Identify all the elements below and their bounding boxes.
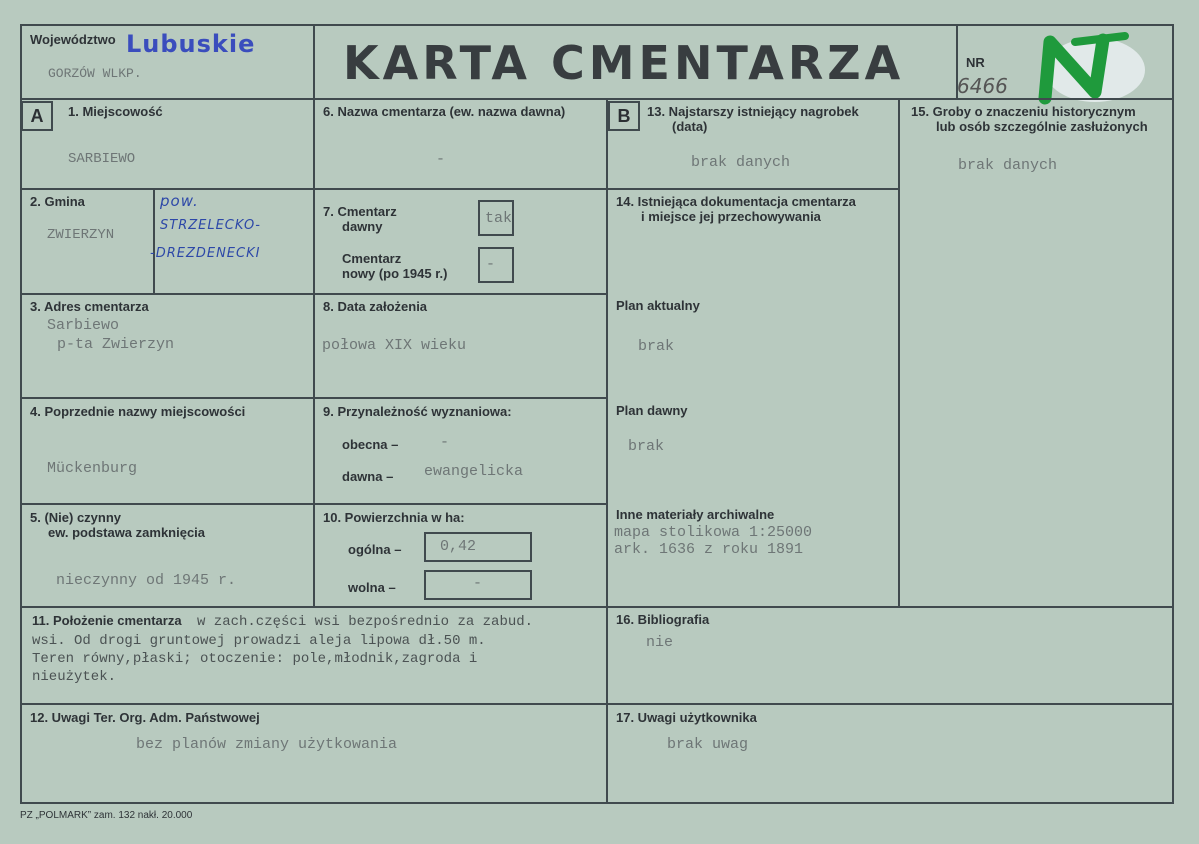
nagrobek-value: brak danych [691,154,791,171]
obecna-label: obecna – [342,437,399,452]
polozenie-value-4: nieużytek. [32,669,117,685]
miejscowosc-label: 1. Miejscowość [68,104,163,119]
cmentarz-nowy-value: - [486,256,496,273]
adres-label: 3. Adres cmentarza [30,299,149,314]
cmentarz-nowy-label-2: nowy (po 1945 r.) [342,266,448,281]
polozenie-label: 11. Położenie cmentarza [32,613,182,628]
cmentarz-dawny-value: tak [485,210,513,227]
cmentarz-dawny-label-2: dawny [342,219,383,234]
obecna-value: - [440,434,450,451]
section-b-letter: B [608,101,640,131]
inne-label: Inne materiały archiwalne [616,507,775,522]
printer-footer: PZ „POLMARK” zam. 132 nakł. 20.000 [20,810,193,821]
wojewodztwo-stamp: Lubuskie [126,30,256,58]
nr-label: NR [966,55,985,70]
powiat-handwritten-2: STRZELECKO- [160,218,261,233]
powierzchnia-label: 10. Powierzchnia w ha: [323,510,465,525]
nazwa-value: - [436,151,446,168]
przynaleznosc-label: 9. Przynależność wyznaniowa: [323,404,512,419]
green-marker-icon [1015,28,1145,106]
dawna-label: dawna – [342,469,394,484]
polozenie-value-3: Teren równy,płaski; otoczenie: pole,młodnik,zagroda i [32,651,478,667]
plan-dawny-value: brak [628,438,665,455]
cmentarz-nowy-label-1: Cmentarz [342,251,402,266]
nr-value: 6466 [957,74,1008,98]
czynny-label-2: ew. podstawa zamknięcia [48,525,206,540]
dokumentacja-label-1: 14. Istniejąca dokumentacja cmentarza [616,194,856,209]
section-a-letter: A [21,101,53,131]
powiat-handwritten-1: pow. [160,192,199,210]
uwagi-ter-label: 12. Uwagi Ter. Org. Adm. Państwowej [30,710,260,725]
wojewodztwo-label: Województwo [30,32,116,47]
dawna-value: ewangelicka [424,463,524,480]
wolna-label: wolna – [348,580,396,595]
poprzednie-label: 4. Poprzednie nazwy miejscowości [30,404,246,419]
page-title: KARTA CMENTARZA [343,36,905,90]
inne-value-2: ark. 1636 z roku 1891 [614,541,804,558]
nazwa-label: 6. Nazwa cmentarza (ew. nazwa dawna) [323,104,566,119]
wolna-value: - [473,575,483,592]
ogolna-value: 0,42 [440,538,477,555]
powiat-handwritten-3: -DREZDENECKI [150,246,261,261]
polozenie-value-1: w zach.części wsi bezpośrednio za zabud. [197,614,534,630]
uwagi-uzytkownika-label: 17. Uwagi użytkownika [616,710,757,725]
miejscowosc-value: SARBIEWO [68,151,136,167]
groby-label-1: 15. Groby o znaczeniu historycznym [911,104,1136,119]
poprzednie-value: Mückenburg [47,460,138,477]
bibliografia-label: 16. Bibliografia [616,612,710,627]
gmina-label: 2. Gmina [30,194,85,209]
bibliografia-value: nie [646,634,674,651]
wojewodztwo-typed: GORZÓW WLKP. [48,66,142,81]
adres-value-1: Sarbiewo [47,317,120,334]
groby-value: brak danych [958,157,1058,174]
gmina-value: ZWIERZYN [47,227,115,243]
data-zalozenia-label: 8. Data założenia [323,299,428,314]
plan-dawny-label: Plan dawny [616,403,688,418]
inne-value-1: mapa stolikowa 1:25000 [614,524,813,541]
czynny-value: nieczynny od 1945 r. [56,572,237,589]
ogolna-label: ogólna – [348,542,402,557]
nagrobek-label-1: 13. Najstarszy istniejący nagrobek [647,104,859,119]
adres-value-2: p-ta Zwierzyn [57,336,175,353]
uwagi-ter-value: bez planów zmiany użytkowania [136,736,398,753]
cmentarz-nowy-box [478,247,514,283]
data-zalozenia-value: połowa XIX wieku [322,337,467,354]
nagrobek-label-2: (data) [672,119,708,134]
groby-label-2: lub osób szczególnie zasłużonych [936,119,1148,134]
dokumentacja-label-2: i miejsce jej przechowywania [641,209,821,224]
polozenie-value-2: wsi. Od drogi gruntowej prowadzi aleja lipowa dł.50 m. [32,633,486,649]
cmentarz-dawny-label-1: 7. Cmentarz [323,204,397,219]
czynny-label-1: 5. (Nie) czynny [30,510,122,525]
plan-aktualny-label: Plan aktualny [616,298,700,313]
uwagi-uzytkownika-value: brak uwag [667,736,749,753]
plan-aktualny-value: brak [638,338,675,355]
miejscowosc-cell [20,98,315,190]
